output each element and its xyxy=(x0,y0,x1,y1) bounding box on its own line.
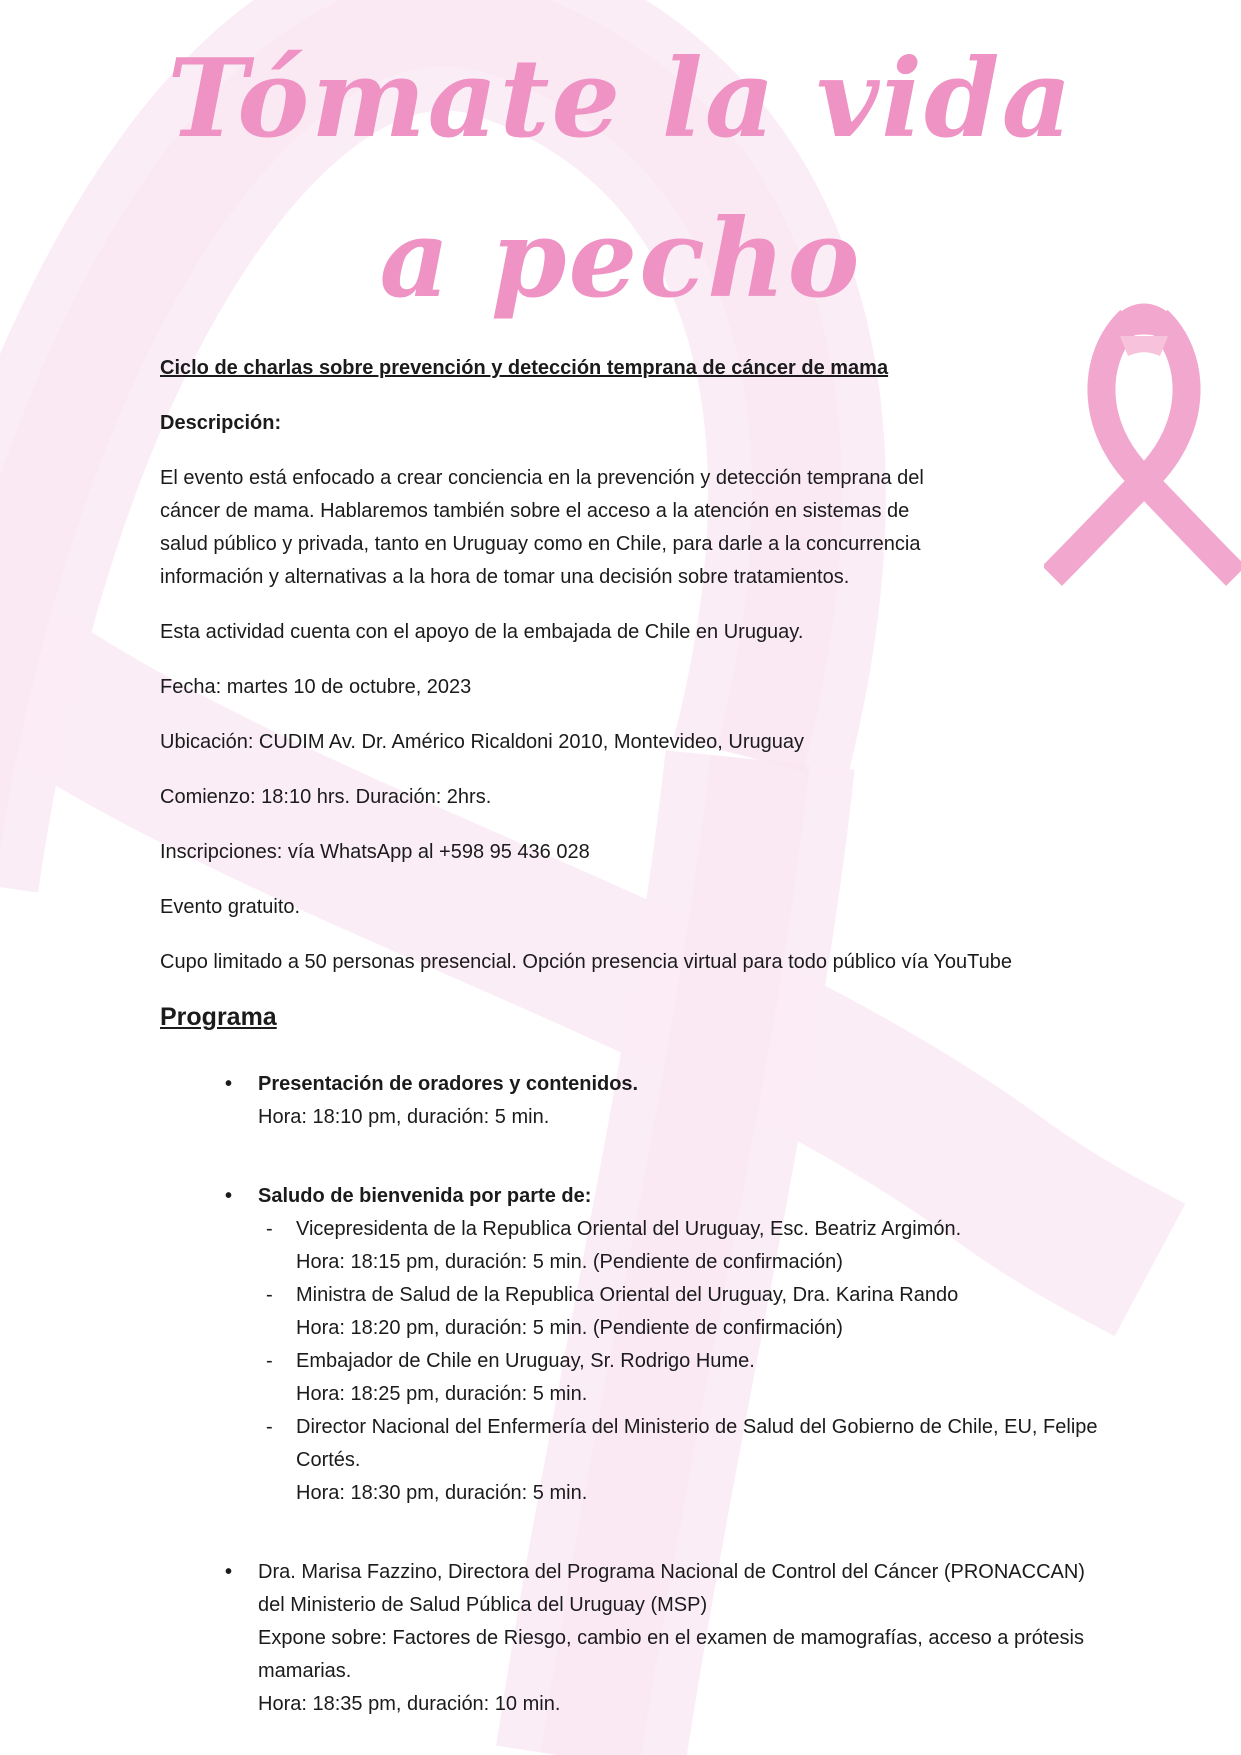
program-speaker-text xyxy=(296,1411,1100,1510)
dash-marker: - xyxy=(266,1416,273,1438)
info-line-date: Fecha: martes 10 de octubre, 2023 xyxy=(160,676,472,698)
speaker-name: Director Nacional del Enfermería del Ministerio de Salud del Gobierno de Chile, EU, Felipe Cortés. xyxy=(296,1416,1098,1471)
dash-marker: - xyxy=(266,1218,273,1240)
program-item-time: Hora: 18:10 pm, duración: 5 min. xyxy=(258,1106,550,1128)
speaker-time: Hora: 18:20 pm, duración: 5 min. (Pendiente de confirmación) xyxy=(296,1317,843,1339)
program-speaker xyxy=(258,1411,1100,1510)
speaker-time: Hora: 18:15 pm, duración: 5 min. (Pendiente de confirmación) xyxy=(296,1251,843,1273)
speaker-name: Embajador de Chile en Uruguay, Sr. Rodrigo Hume. xyxy=(296,1350,755,1372)
bullet-marker: • xyxy=(225,1073,233,1095)
speaker-name: Ministra de Salud de la Republica Oriental del Uruguay, Dra. Karina Rando xyxy=(296,1284,959,1306)
info-line-location: Ubicación: CUDIM Av. Dr. Américo Ricaldoni 2010, Montevideo, Uruguay xyxy=(160,731,804,753)
program-item-text xyxy=(258,1180,1100,1510)
speaker-topic: Expone sobre: Factores de Riesgo, cambio en el examen de mamografías, acceso a prótesis mamarias. xyxy=(258,1627,1084,1682)
dash-marker: - xyxy=(266,1350,273,1372)
speaker-time: Hora: 18:30 pm, duración: 5 min. xyxy=(296,1482,588,1504)
dash-marker: - xyxy=(266,1284,273,1306)
program-speaker xyxy=(258,1279,1100,1345)
program-item-title: Saludo de bienvenida por parte de: xyxy=(258,1185,592,1207)
speaker-time: Hora: 18:35 pm, duración: 10 min. xyxy=(258,1693,561,1715)
program-item xyxy=(160,1180,1100,1510)
page-title-line1: Tómate la vida xyxy=(167,36,1074,162)
program-speaker xyxy=(258,1345,1100,1411)
program-item-text xyxy=(258,1556,1100,1721)
bullet-marker: • xyxy=(225,1561,233,1583)
page-title-line2: a pecho xyxy=(379,196,862,322)
info-line-start-time: Comienzo: 18:10 hrs. Duración: 2hrs. xyxy=(160,786,492,808)
info-line-support: Esta actividad cuenta con el apoyo de la embajada de Chile en Uruguay. xyxy=(160,621,804,643)
info-line-capacity: Cupo limitado a 50 personas presencial. Opción presencia virtual para todo público vía YouTube xyxy=(160,951,1013,973)
program-speaker-text xyxy=(296,1279,1100,1345)
program-speaker xyxy=(258,1213,1100,1279)
program-item-title: Presentación de oradores y contenidos. xyxy=(258,1073,639,1095)
program-item xyxy=(160,1556,1100,1721)
description-label: Descripción: xyxy=(160,412,282,434)
info-line-registration: Inscripciones: vía WhatsApp al +598 95 436 028 xyxy=(160,841,590,863)
document-body xyxy=(160,352,1100,1721)
document-heading: Ciclo de charlas sobre prevención y detección temprana de cáncer de mama xyxy=(160,357,889,379)
info-line-free-event: Evento gratuito. xyxy=(160,896,301,918)
speaker-time: Hora: 18:25 pm, duración: 5 min. xyxy=(296,1383,588,1405)
description-paragraph: El evento está enfocado a crear conciencia en la prevención y detección temprana del cáncer de mama. Hablaremos también sobre el acceso a la atención en sistemas de salud público y privada, tanto en Uruguay como en Chile, para darle a la concurrencia información y alternativas a la hora de tomar una decisión sobre tratamientos. xyxy=(160,467,924,588)
program-heading: Programa xyxy=(160,1003,277,1031)
bullet-marker: • xyxy=(225,1185,233,1207)
speaker-name: Vicepresidenta de la Republica Oriental del Uruguay, Esc. Beatriz Argimón. xyxy=(296,1218,962,1240)
speaker-name: Dra. Marisa Fazzino, Directora del Programa Nacional de Control del Cáncer (PRONACCAN) del Ministerio de Salud Pública del Uruguay (MSP) xyxy=(258,1561,1085,1616)
program-speaker-text xyxy=(296,1213,1100,1279)
program-item xyxy=(160,1068,1100,1134)
program-item-text xyxy=(258,1068,1100,1134)
program-speaker-text xyxy=(296,1345,1100,1411)
page-title xyxy=(0,14,1241,334)
